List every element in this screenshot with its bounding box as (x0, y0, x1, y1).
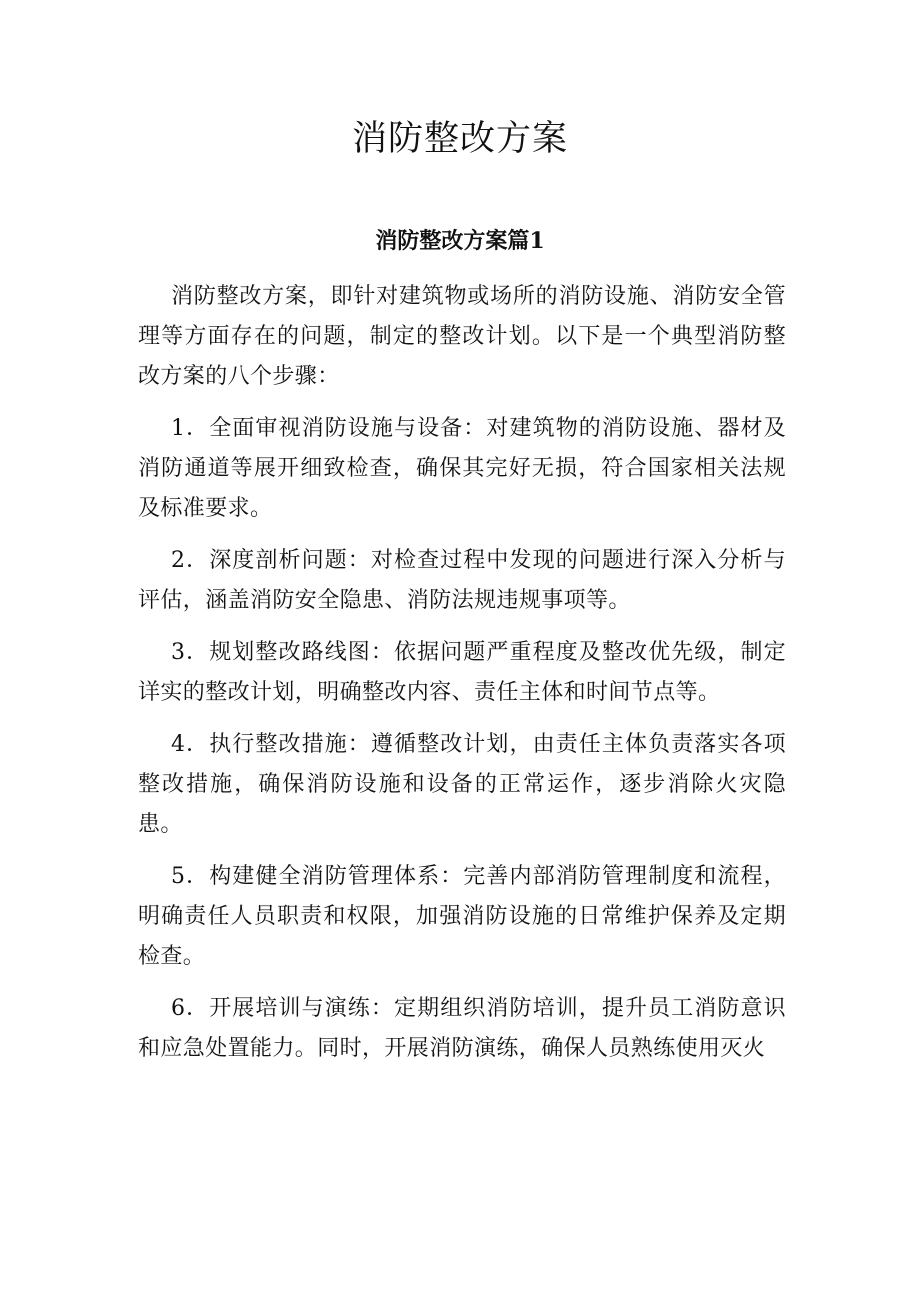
document-title: 消防整改方案 (351, 119, 568, 159)
document-body (138, 277, 786, 1081)
step-2-paragraph: 2．深度剖析问题：对检查过程中发现的问题进行深入分析与评估，涵盖消防安全隐患、消防法规违规事项等。 (138, 548, 786, 613)
step-5-paragraph: 5．构建健全消防管理体系：完善内部消防管理制度和流程，明确责任人员职责和权限，加强消防设施的日常维护保养及定期检查。 (138, 864, 786, 969)
section-title: 消防整改方案篇1 (375, 228, 545, 254)
step-4-paragraph: 4．执行整改措施：遵循整改计划，由责任主体负责落实各项整改措施，确保消防设施和设备的正常运作，逐步消除火灾隐患。 (138, 732, 786, 837)
intro-paragraph: 消防整改方案，即针对建筑物或场所的消防设施、消防安全管理等方面存在的问题，制定的整改计划。以下是一个典型消防整改方案的八个步骤： (138, 284, 786, 389)
step-3-paragraph: 3．规划整改路线图：依据问题严重程度及整改优先级，制定详实的整改计划，明确整改内容、责任主体和时间节点等。 (138, 640, 786, 705)
step-6-paragraph: 6．开展培训与演练：定期组织消防培训，提升员工消防意识和应急处置能力。同时，开展消防演练，确保人员熟练使用灭火 (138, 996, 786, 1061)
step-1-paragraph: 1．全面审视消防设施与设备：对建筑物的消防设施、器材及消防通道等展开细致检查，确保其完好无损，符合国家相关法规及标准要求。 (138, 416, 786, 521)
